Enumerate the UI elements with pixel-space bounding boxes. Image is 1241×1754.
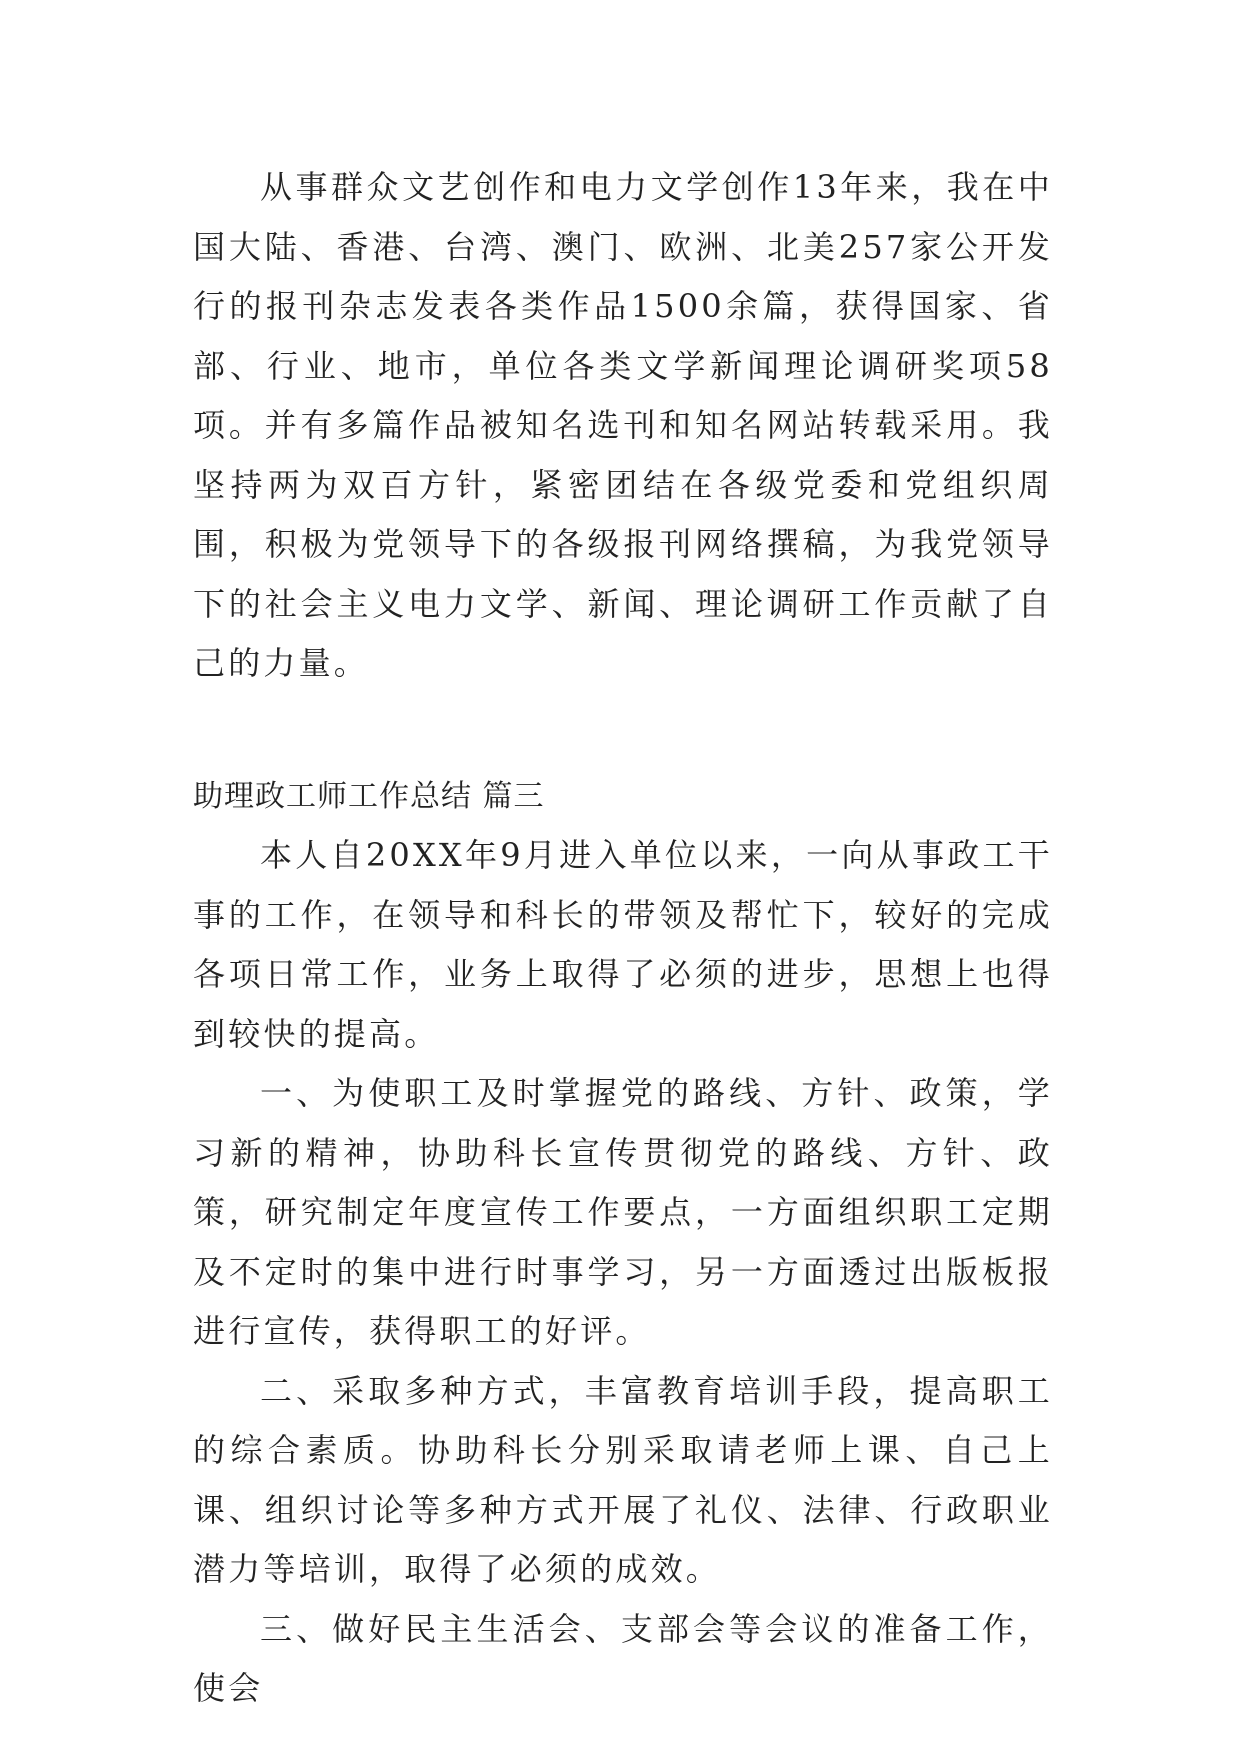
body-paragraph: 本人自20XX年9月进入单位以来，一向从事政工干事的工作，在领导和科长的带领及帮忙下，较好的完成各项日常工作，业务上取得了必须的进步，思想上也得到较快的提高。 <box>193 836 1053 1053</box>
section-spacer <box>193 694 1053 767</box>
body-paragraph: 二、采取多种方式，丰富教育培训手段，提高职工的综合素质。协助科长分别采取请老师上课、自己上课、组织讨论等多种方式开展了礼仪、法律、行政职业潜力等培训，取得了必须的成效。 <box>193 1371 1053 1588</box>
section-heading: 助理政工师工作总结 篇三 <box>193 778 545 814</box>
body-paragraph: 一、为使职工及时掌握党的路线、方针、政策，学习新的精神，协助科长宣传贯彻党的路线、方针、政策，研究制定年度宣传工作要点，一方面组织职工定期及不定时的集中进行时事学习，另一方面透过出版板报进行宣传，获得职工的好评。 <box>193 1074 1053 1350</box>
body-paragraph: 从事群众文艺创作和电力文学创作13年来，我在中国大陆、香港、台湾、澳门、欧洲、北美257家公开发行的报刊杂志发表各类作品1500余篇，获得国家、省部、行业、地市，单位各类文学新闻理论调研奖项58项。并有多篇作品被知名选刊和知名网站转载采用。我坚持两为双百方针，紧密团结在各级党委和党组织周围，积极为党领导下的各级报刊网络撰稿，为我党领导下的社会主义电力文学、新闻、理论调研工作贡献了自己的力量。 <box>193 168 1053 682</box>
body-paragraph: 三、做好民主生活会、支部会等会议的准备工作，使会 <box>193 1609 1053 1707</box>
document-page <box>193 158 1053 1719</box>
